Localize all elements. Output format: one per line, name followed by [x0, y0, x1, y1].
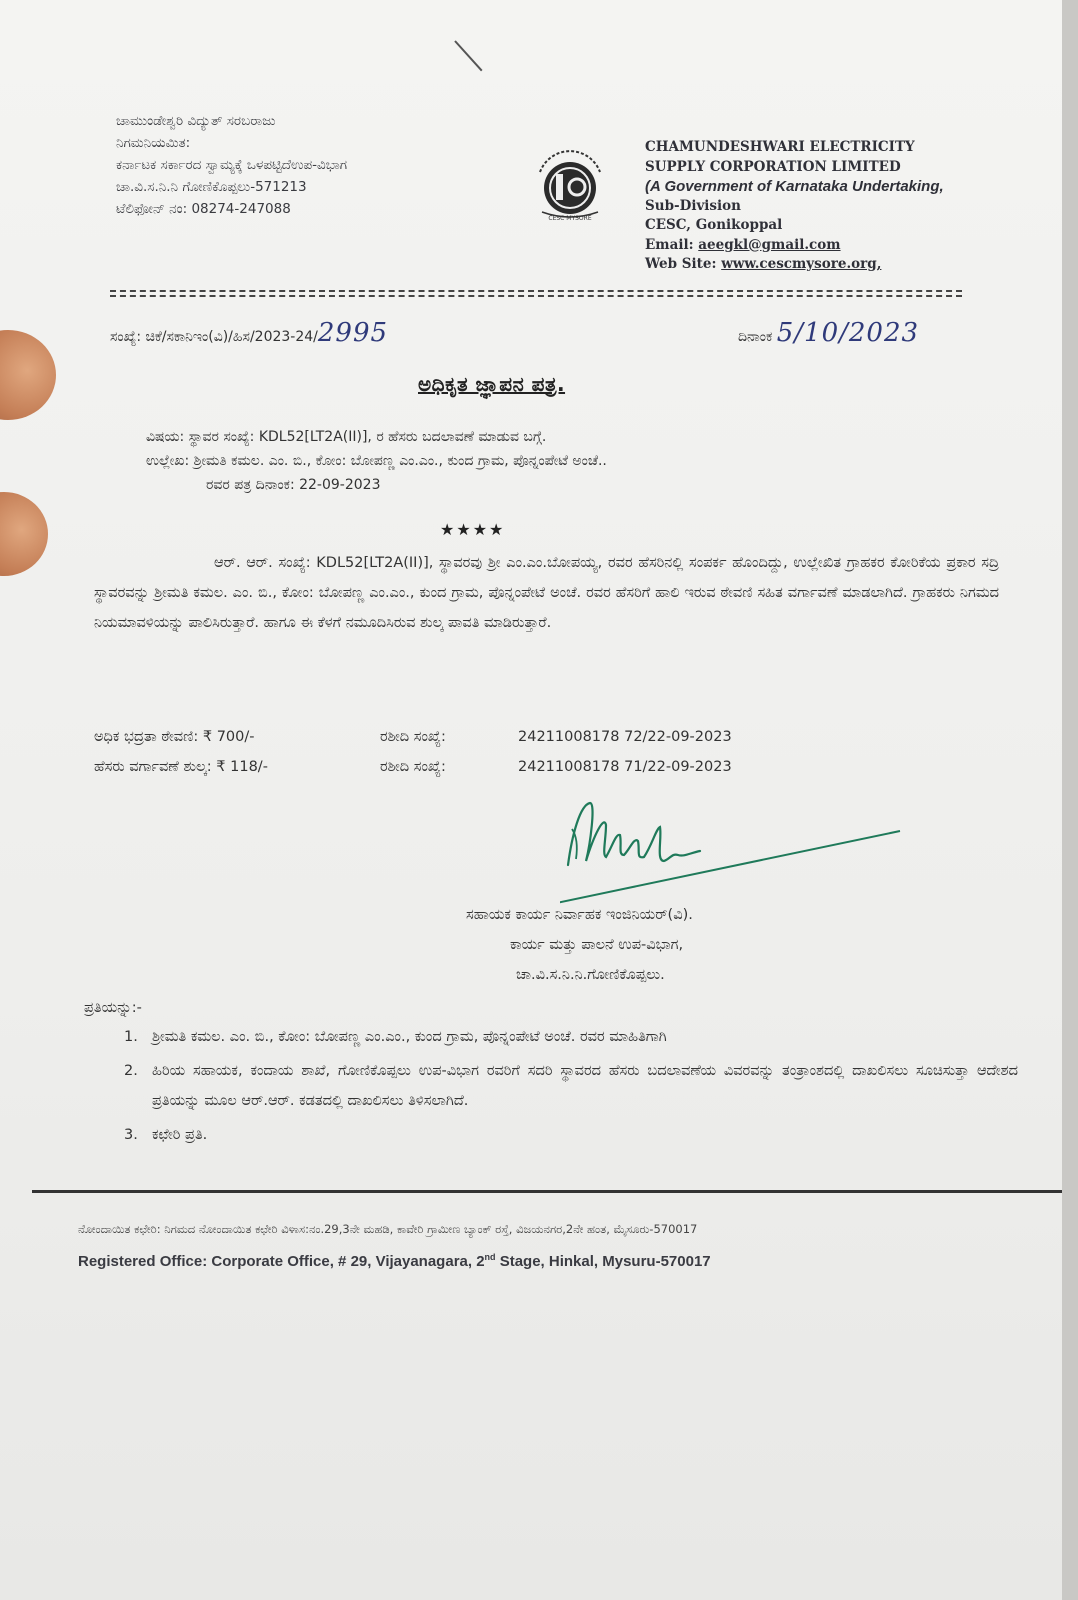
org-phone: ಟೆಲಿಫೋನ್ ನಂ: 08274-247088 [116, 201, 291, 217]
copies-list [118, 1022, 1018, 1154]
english-letterhead [645, 138, 944, 275]
email-link[interactable]: aeegkl@gmail.com [698, 236, 841, 253]
footer-en-sup: nd [484, 1252, 496, 1262]
subject-block [146, 425, 607, 497]
signatory-division: ಕಾರ್ಯ ಮತ್ತು ಪಾಲನೆ ಉಪ-ವಿಭಾಗ, [510, 937, 684, 953]
reference-line: ಉಲ್ಲೇಖ: ಶ್ರೀಮತಿ ಕಮಲ. ಎಂ. ಬಿ., ಕೋಂ: ಬೋಪಣ್ಣ ಎಂ.ಎಂ., ಕುಂದ ಗ್ರಾಮ, ಪೊನ್ನಂಪೇಟೆ ಅಂಚೆ.. [146, 453, 607, 469]
signatory-designation: ಸಹಾಯಕ ಕಾರ್ಯ ನಿರ್ವಾಹಕ ಇಂಜಿನಿಯರ್(ವಿ). [466, 907, 693, 923]
footer-rule [32, 1190, 1062, 1193]
reference-prefix: ಸಂಖ್ಯೆ: ಚಿಕೆ/ಸಕಾನಿಇಂ(ವಿ)/ಹಿಸ/2023-24/ [110, 329, 318, 345]
sub-division: Sub-Division [645, 197, 741, 214]
reference-number [110, 318, 388, 348]
footer-en-main: Registered Office: Corporate Office, # 29, Vijayanagara, 2 [78, 1253, 485, 1270]
org-name-line3: ಕರ್ನಾಟಕ ಸರ್ಕಾರದ ಸ್ವಾಮ್ಯಕ್ಕೆ ಒಳಪಟ್ಟಿದೆಉಪ-ವಿಭಾಗ [116, 157, 348, 173]
footer-registered-office-kn: ನೋಂದಾಯಿತ ಕಛೇರಿ: ನಿಗಮದ ನೋಂದಾಯಿತ ಕಛೇರಿ ವಿಳಾಸ:ನಂ.29,3ನೇ ಮಹಡಿ, ಕಾವೇರಿ ಗ್ರಾಮೀಣ ಬ್ಯಾಂಕ್ ರಸ್ತೆ, ವಿಜಯನಗರ,2ನೇ ಹಂತ, ಮೈಸೂರು-570017 [78, 1222, 698, 1236]
signatory-block [466, 900, 693, 990]
list-item [118, 1022, 1018, 1052]
fee-details [94, 722, 732, 782]
website-row [645, 255, 944, 275]
list-item-text: ಹಿರಿಯ ಸಹಾಯಕ, ಕಂದಾಯ ಶಾಖೆ, ಗೋಣಿಕೊಪ್ಪಲು ಉಪ-ವಿಭಾಗ ರವರಿಗೆ ಸದರಿ ಸ್ಥಾವರದ ಹೆಸರು ಬದಲಾವಣೆಯ ವಿವರವನ್ನು ತಂತ್ರಾಂಶದಲ್ಲಿ ದಾಖಲಿಸಲು ಸೂಚಿಸುತ್ತಾ ಆದೇಶದ ಪ್ರತಿಯನ್ನು ಮೂಲ ಆರ್.ಆರ್. ಕಡತದಲ್ಲಿ ದಾಖಲಿಸಲು ತಿಳಿಸಲಾಗಿದೆ. [152, 1063, 1018, 1109]
website-link[interactable]: www.cescmysore.org, [721, 256, 882, 272]
logo-caption: CESC MYSORE [548, 215, 592, 222]
website-label: Web Site: [645, 256, 717, 272]
reference-handwritten-number: 2995 [317, 318, 389, 348]
body-paragraph: ಆರ್. ಆರ್. ಸಂಖ್ಯೆ: KDL52[LT2A(II)], ಸ್ಥಾವರವು ಶ್ರೀ ಎಂ.ಎಂ.ಬೋಪಯ್ಯ, ರವರ ಹೆಸರಿನಲ್ಲಿ ಸಂಪರ್ಕ ಹೊಂದಿದ್ದು, ಉಲ್ಲೇಖಿತ ಗ್ರಾಹಕರ ಕೋರಿಕೆಯ ಪ್ರಕಾರ ಸದ್ರಿ ಸ್ಥಾವರವನ್ನು ಶ್ರೀಮತಿ ಕಮಲ. ಎಂ. ಬಿ., ಕೋಂ: ಬೋಪಣ್ಣ ಎಂ.ಎಂ., ಕುಂದ ಗ್ರಾಮ, ಪೊನ್ನಂಪೇಟೆ ಅಂಚೆ. ರವರ ಹೆಸರಿಗೆ ಹಾಲಿ ಇರುವ ಠೇವಣಿ ಸಹಿತ ವರ್ಗಾವಣೆ ಮಾಡಲಾಗಿದೆ. ಗ್ರಾಹಕರು ನಿಗಮದ ನಿಯಮಾವಳಿಯನ್ನು ಪಾಲಿಸಿರುತ್ತಾರೆ. ಹಾಗೂ ಈ ಕೆಳಗೆ ನಮೂದಿಸಿರುವ ಶುಲ್ಕ ಪಾವತಿ ಮಾಡಿರುತ್ತಾರೆ. [94, 555, 999, 631]
reference-date-line: ರವರ ಪತ್ರ ದಿನಾಂಕ: 22-09-2023 [206, 477, 381, 493]
footer-en-tail: Stage, Hinkal, Mysuru-570017 [495, 1253, 711, 1270]
fee-row [94, 752, 732, 782]
fee-label: ಹೆಸರು ವರ್ಗಾವಣೆ ಶುಲ್ಕ: ₹ 118/- [94, 759, 268, 775]
org-name-line1: ಚಾಮುಂಡೇಶ್ವರಿ ವಿದ್ಯುತ್ ಸರಬರಾಜು [116, 113, 276, 129]
background-edge [1062, 0, 1078, 1600]
list-item-text: ಕಛೇರಿ ಪ್ರತಿ. [152, 1127, 208, 1143]
list-item [118, 1056, 1018, 1116]
date-handwritten: 5/10/2023 [776, 318, 920, 348]
signatory-office: ಚಾ.ವಿ.ಸ.ನಿ.ನಿ.ಗೋಣಿಕೊಪ್ಪಲು. [516, 967, 665, 983]
fee-label: ಅಧಿಕ ಭದ್ರತಾ ಠೇವಣಿ: ₹ 700/- [94, 729, 255, 745]
email-label: Email: [645, 236, 694, 253]
list-item-number: 2. [124, 1063, 138, 1079]
kannada-letterhead [116, 110, 347, 220]
separator-stars: ★★★★ [440, 520, 506, 539]
receipt-label: ರಶೀದಿ ಸಂಖ್ಯೆ: [380, 729, 446, 745]
org-name-en-1: CHAMUNDESHWARI ELECTRICITY [645, 139, 915, 155]
date-label: ದಿನಾಂಕ [738, 329, 773, 345]
org-name-en-3: (A Government of Karnataka Undertaking, [645, 178, 944, 195]
office-name: CESC, Gonikoppal [645, 217, 783, 233]
email-row [645, 236, 944, 256]
header-rule-2 [110, 295, 962, 297]
list-item [118, 1120, 1018, 1150]
document-title: ಅಧಿಕೃತ ಜ್ಞಾಪನ ಪತ್ರ. [418, 372, 566, 396]
header-rule-1 [110, 290, 962, 292]
fee-row [94, 722, 732, 752]
receipt-number: 24211008178 72/22-09-2023 [518, 729, 732, 745]
cesc-logo-icon [530, 150, 610, 222]
org-name-line2: ನಿಗಮನಿಯಮಿತ: [116, 135, 191, 151]
receipt-number: 24211008178 71/22-09-2023 [518, 759, 732, 775]
letter-date [738, 318, 919, 348]
copies-heading: ಪ್ರತಿಯನ್ನು:- [84, 1000, 142, 1016]
pen-mark [454, 40, 482, 71]
list-item-number: 3. [124, 1127, 138, 1143]
subject-line: ವಿಷಯ: ಸ್ಥಾವರ ಸಂಖ್ಯೆ: KDL52[LT2A(II)], ರ ಹೆಸರು ಬದಲಾವಣೆ ಮಾಡುವ ಬಗ್ಗೆ. [146, 429, 547, 445]
list-item-number: 1. [124, 1029, 138, 1045]
footer-registered-office-en [78, 1252, 711, 1270]
list-item-text: ಶ್ರೀಮತಿ ಕಮಲ. ಎಂ. ಬಿ., ಕೋಂ: ಬೋಪಣ್ಣ ಎಂ.ಎಂ., ಕುಂದ ಗ್ರಾಮ, ಪೊನ್ನಂಪೇಟೆ ಅಂಚೆ. ರವರ ಮಾಹಿತಿಗಾಗಿ [152, 1029, 667, 1045]
org-name-en-2: SUPPLY CORPORATION LIMITED [645, 158, 901, 175]
org-address: ಚಾ.ವಿ.ಸ.ನಿ.ನಿ ಗೋಣಿಕೊಪ್ಪಲು-571213 [116, 179, 307, 195]
receipt-label: ರಶೀದಿ ಸಂಖ್ಯೆ: [380, 759, 446, 775]
